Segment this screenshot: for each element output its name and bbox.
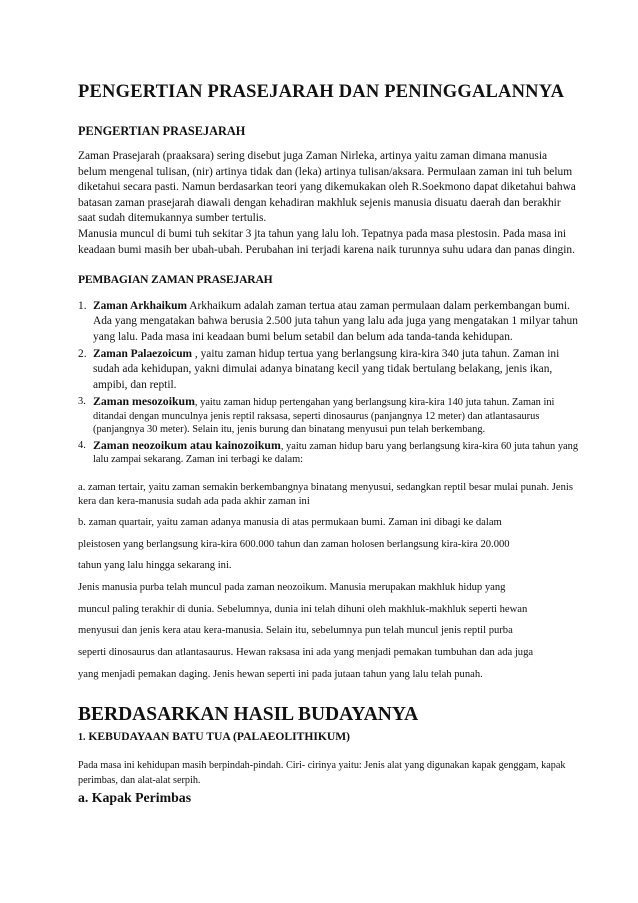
- list-item-neozoikum: 4. Zaman neozoikum atau kainozoikum, yaitu zaman hidup baru yang berlangsung kira-kira 60 juta tahun yang lalu zampai sekarang. Zaman ini terbagi ke dalam:: [78, 437, 579, 466]
- text-line: seperti dinosaurus dan atlantasaurus. Hewan raksasa ini ada yang menjadi pemakan tumbuhan dan ada juga: [78, 647, 534, 659]
- list-item-term: Zaman mesozoikum: [93, 393, 195, 408]
- list-item-arkhaikum: 1. Zaman Arkhaikum Arkhaikum adalah zaman tertua atau zaman permulaan dalam perkembangan bumi. Ada yang mengatakan bahwa berusia 2.500 juta tahun yang lalu ada juga yang mengatakan 1 milyar tahun yang lalu. Pada masa ini keadaan bumi belum setabil dan belum ada tanda-tanda kehidupan.: [78, 300, 578, 343]
- subsection-heading-kapak-perimbas: a. Kapak Perimbas: [78, 789, 192, 805]
- paragraph-zaman-prasejarah: Zaman Prasejarah (praaksara) sering disebut juga Zaman Nirleka, artinya yaitu zaman dimana manusia belum mengenal tulisan, (nir) artinya tidak dan (leka) artinya tulisan/aksara. Permulaan zaman ini tuh belum diketahui secara pasti. Namun berdasarkan teori yang dikemukakan oleh R.Soekmono dapat diketahui bahwa batasan zaman prasejarah diawali dengan kehadiran makhluk sejenis manusia disuatu daerah dan berakhir saat sudah ditemukannya sumber tertulis.: [78, 150, 576, 225]
- document-page: [78, 82, 578, 806]
- sub-item-tertair: a. zaman tertair, yaitu zaman semakin berkembangnya binatang menyusui, sedangkan reptil besar mulai punah. Jenis kera dan kera-manusia sudah ada pada akhir zaman ini: [78, 481, 573, 507]
- text-line: muncul paling terakhir di dunia. Sebelumnya, dunia ini telah dihuni oleh makhluk-makhluk seperti hewan: [78, 603, 528, 615]
- text-line: pleistosen yang berlangsung kira-kira 600.000 tahun dan zaman holosen berlangsung kira-kira 20.000: [78, 538, 510, 550]
- list-item-mesozoikum: 3. Zaman mesozoikum, yaitu zaman hidup pertengahan yang berlangsung kira-kira 140 juta tahun. Zaman ini ditandai dengan munculnya jenis reptil raksasa, seperti dinosaurus (panjangnya 12 meter) dan atlantasaurus (panjangnya 30 meter). Selain itu, jenis burung dan binatang menyusui pun telah berkembang.: [78, 393, 555, 436]
- text-line: tahun yang lalu hingga sekarang ini.: [78, 560, 232, 572]
- list-item-text: Arkhaikum adalah zaman tertua atau zaman permulaan dalam perkembangan bumi. Ada yang mengatakan bahwa berusia 2.500 juta tahun yang lalu ada juga yang mengatakan 1 milyar tahun yang lalu. Pada masa ini keadaan bumi belum setabil dan belum ada tanda-tanda kehidupan.: [93, 300, 578, 343]
- list-item-text: , yaitu zaman hidup tertua yang berlangsung kira-kira 340 juta tahun. Zaman ini sudah ada kehidupan, yakni dimulai adanya binatang kecil yang tidak bertulang belakang, jenis ikan, ampibi, dan reptil.: [93, 348, 560, 391]
- section-heading-pengertian: PENGERTIAN PRASEJARAH: [78, 124, 246, 138]
- section-heading-budaya: BERDASARKAN HASIL BUDAYANYA: [78, 703, 419, 725]
- section-heading-pembagian: PEMBAGIAN ZAMAN PRASEJARAH: [78, 273, 273, 287]
- list-item-term: Zaman neozoikum atau kainozoikum: [93, 437, 281, 452]
- zaman-list: [78, 299, 578, 467]
- sub-item-quartair: b. zaman quartair, yaitu zaman adanya manusia di atas permukaan bumi. Zaman ini dibagi ke dalam: [78, 516, 502, 528]
- paragraph-palaeolithikum: Pada masa ini kehidupan masih berpindah-pindah. Ciri- cirinya yaitu: Jenis alat yang digunakan kapak genggam, kapak perimbas, dan alat-alat serpih.: [78, 759, 566, 787]
- list-item-term: Zaman Arkhaikum: [93, 300, 188, 313]
- text-line: yang menjadi pemakan daging. Jenis hewan seperti ini pada jutaan tahun yang lalu telah punah.: [78, 668, 483, 680]
- paragraph-manusia-muncul: Manusia muncul di bumi tuh sekitar 3 jta tahun yang lalu loh. Tepatnya pada masa plestosin. Pada masa ini keadaan bumi masih ber ubah-ubah. Perubahan ini terjadi karena naik turunnya suhu udara dan panas dingin.: [78, 227, 575, 256]
- list-item-palaezoicum: 2. Zaman Palaezoicum , yaitu zaman hidup tertua yang berlangsung kira-kira 340 juta tahun. Zaman ini sudah ada kehidupan, yakni dimulai adanya binatang kecil yang tidak bertulang belakang, jenis ikan, ampibi, dan reptil.: [78, 348, 560, 391]
- list-item-term: Zaman Palaezoicum: [93, 348, 193, 361]
- text-line: menyusui dan jenis kera atau kera-manusia. Selain itu, sebelumnya pun telah muncul jenis reptil purba: [78, 625, 513, 637]
- list-item-text: , yaitu zaman hidup baru yang berlangsung kira-kira 60 juta tahun yang lalu zampai sekarang. Zaman ini terbagi ke dalam:: [93, 440, 579, 466]
- subsection-heading-palaeolithikum: 1. KEBUDAYAAN BATU TUA (PALAEOLITHIKUM): [78, 729, 351, 743]
- list-item-text: , yaitu zaman hidup pertengahan yang berlangsung kira-kira 140 juta tahun. Zaman ini ditandai dengan munculnya jenis reptil raksasa, seperti dinosaurus (panjangnya 12 meter) dan atlantasaurus (panjangnya 30 meter). Selain itu, jenis burung dan binatang menyusui pun telah berkembang.: [93, 396, 555, 436]
- page-title: PENGERTIAN PRASEJARAH DAN PENINGGALANNYA: [78, 82, 565, 102]
- text-line: Jenis manusia purba telah muncul pada zaman neozoikum. Manusia merupakan makhluk hidup yang: [78, 582, 506, 594]
